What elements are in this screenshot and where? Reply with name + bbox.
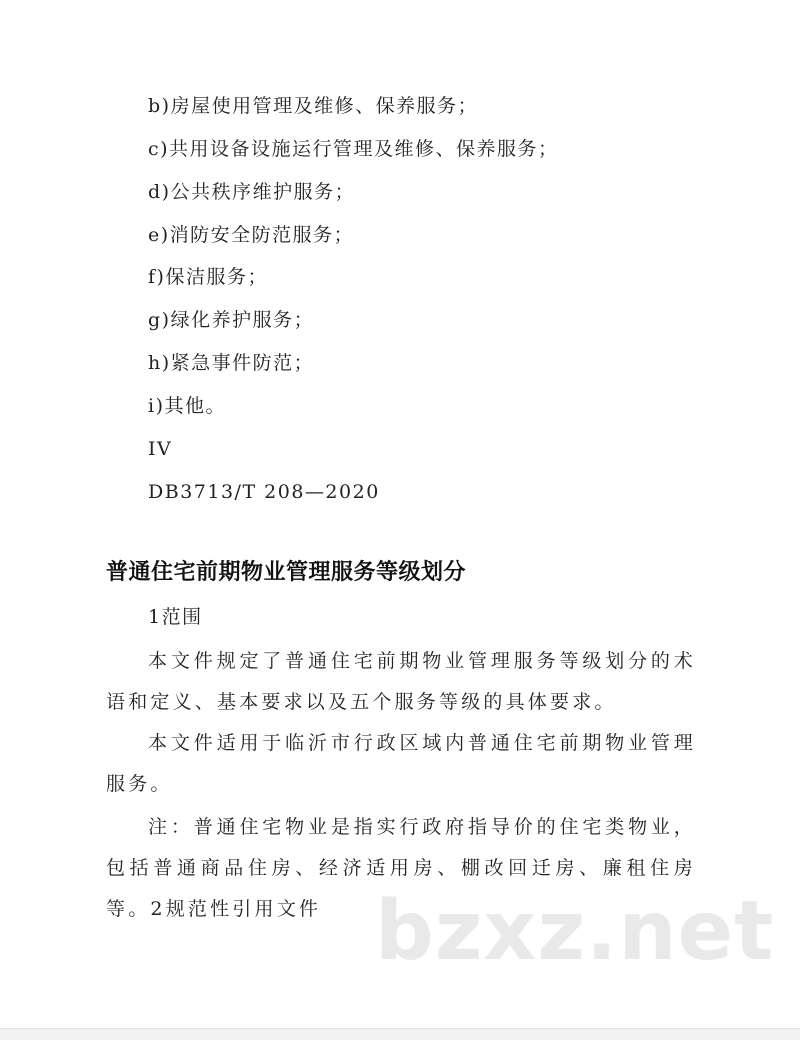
scope-paragraph-1: 本文件规定了普通住宅前期物业管理服务等级划分的术语和定义、基本要求以及五个服务等级的具体要求。 xyxy=(106,650,696,713)
page-number: IV xyxy=(148,438,173,460)
section-heading-scope: 1范围 xyxy=(148,606,203,628)
watermark: bzxz.net xyxy=(375,884,775,979)
list-item-f: f)保洁服务； xyxy=(148,266,268,288)
list-item-g: g)绿化养护服务； xyxy=(148,309,315,331)
list-item-b: b)房屋使用管理及维修、保养服务； xyxy=(148,95,479,117)
list-item-e: e)消防安全防范服务； xyxy=(148,224,355,246)
list-item-i: i)其他。 xyxy=(148,395,226,417)
list-item-h: h)紧急事件防范； xyxy=(148,352,315,374)
document-title: 普通住宅前期物业管理服务等级划分 xyxy=(106,560,467,585)
page-bottom-edge xyxy=(0,1028,800,1040)
list-item-d: d)公共秩序维护服务； xyxy=(148,181,356,203)
scope-note-paragraph: 注：普通住宅物业是指实行政府指导价的住宅类物业，包括普通商品住房、经济适用房、棚改回迁房、廉租住房等。2规范性引用文件 xyxy=(106,816,696,920)
list-item-c: c)共用设备设施运行管理及维修、保养服务； xyxy=(148,138,559,160)
scope-paragraph-2: 本文件适用于临沂市行政区域内普通住宅前期物业管理服务。 xyxy=(106,732,696,795)
standard-number: DB3713/T 208—2020 xyxy=(148,481,380,503)
